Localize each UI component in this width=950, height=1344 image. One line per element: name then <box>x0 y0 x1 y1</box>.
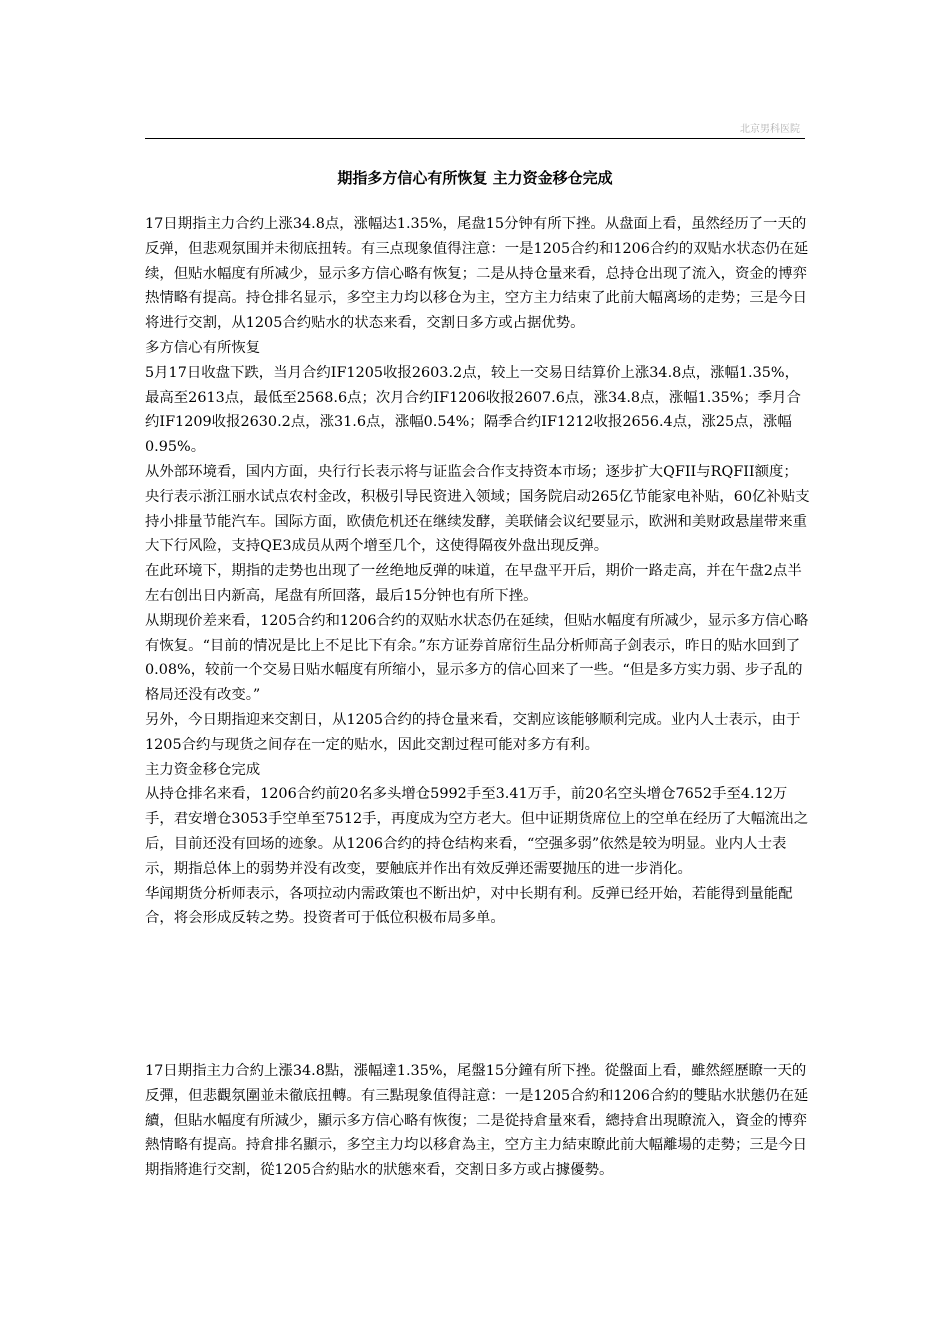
paragraph-delivery-day: 另外，今日期指迎来交割日，从1205合约的持仓量来看，交割应该能够顺利完成。业内人士表示，由于1205合约与现货之间存在一定的贴水，因此交割过程可能对多方有利。 <box>145 711 801 753</box>
paragraph-external-environment: 从外部环境看，国内方面，央行行长表示将与证监会合作支持资本市场；逐步扩大QFII与RQFII额度；央行表示浙江丽水试点农村金改，积极引导民资进入领域；国务院启动265亿节能家电补贴，60亿补贴支持小排量节能汽车。国际方面，欧债危机还在继续发酵，美联储会议纪要显示，欧洲和美财政悬崖带来重大下行风险，支持QE3成员从两个增至几个，这使得隔夜外盘出现反弹。 <box>145 463 810 555</box>
paragraph-intraday-trend: 在此环境下，期指的走势也出现了一丝绝地反弹的味道，在早盘平开后，期价一路走高，并在午盘2点半左右创出日内新高，尾盘有所回落，最后15分钟也有所下挫。 <box>145 563 802 604</box>
article-body <box>145 212 810 931</box>
section-heading-confidence: 多方信心有所恢复 <box>145 339 261 356</box>
header-text: 北京男科医院 <box>740 124 800 135</box>
section-heading-rollover: 主力资金移仓完成 <box>145 761 261 778</box>
paragraph-intro: 17日期指主力合约上涨34.8点，涨幅达1.35%，尾盘15分钟有所下挫。从盘面上看，虽然经历了一天的反弹，但悲观氛围并未彻底扭转。有三点现象值得注意：一是1205合约和1206合约的双贴水状态仍在延续，但贴水幅度有所减少，显示多方信心略有恢复；二是从持仓量来看，总持仓出现了流入，资金的博弈热情略有提高。持仓排名显示，多空主力均以移仓为主，空方主力结束了此前大幅离场的走势；三是今日将进行交割，从1205合约贴水的状态来看，交割日多方或占据优势。 <box>145 216 809 332</box>
paragraph-traditional-intro: 17日期指主力合約上漲34.8點，漲幅達1.35%，尾盤15分鐘有所下挫。從盤面上看，雖然經歷瞭一天的反彈，但悲觀氛圍並未徹底扭轉。有三點現象值得註意：一是1205合約和1206合約的雙貼水狀態仍在延續，但貼水幅度有所減少，顯示多方信心略有恢復；二是從持倉量來看，總持倉出現瞭流入，資金的博弈熱情略有提高。持倉排名顯示，多空主力均以移倉為主，空方主力結束瞭此前大幅離場的走勢；三是今日期指將進行交割，從1205合約貼水的狀態來看，交割日多方或占據優勢。 <box>145 1063 809 1179</box>
paragraph-position-ranking: 从持仓排名来看，1206合约前20名多头增仓5992手至3.41万手，前20名空头增仓7652手至4.12万手，君安增仓3053手空单至7512手，再度成为空方老大。但中证期货席位上的空单在经历了大幅流出之后，目前还没有回场的迹象。从1206合约的持仓结构来看，“空强多弱”依然是较为明显。业内人士表示，期指总体上的弱势并没有改变，要触底并作出有效反弹还需要抛压的进一步消化。 <box>145 786 809 877</box>
paragraph-closing-prices: 5月17日收盘下跌，当月合约IF1205收报2603.2点，较上一交易日结算价上涨34.8点，涨幅1.35%，最高至2613点，最低至2568.6点；次月合约IF1206收报2607.6点，涨34.8点，涨幅1.35%；季月合约IF1209收报2630.2点，涨31.6点，涨幅0.54%；隔季合约IF1212收报2656.4点，涨25点，涨幅0.95%。 <box>145 364 801 456</box>
document-title: 期指多方信心有所恢复 主力资金移仓完成 <box>337 169 613 187</box>
paragraph-basis-spread: 从期现价差来看，1205合约和1206合约的双贴水状态仍在延续，但贴水幅度有所减少，显示多方信心略有恢复。“目前的情况是比上不足比下有余。”东方证券首席衍生品分析师高子剑表示，昨日的贴水回到了0.08%，较前一个交易日贴水幅度有所缩小，显示多方的信心回来了一些。“但是多方实力弱、步子乱的格局还没有改变。” <box>145 612 809 704</box>
paragraph-analyst-outlook: 华闻期货分析师表示，各项拉动内需政策也不断出炉，对中长期有利。反弹已经开始，若能得到量能配合，将会形成反转之势。投资者可于低位积极布局多单。 <box>145 885 793 927</box>
traditional-chinese-body <box>145 1059 810 1183</box>
header-rule <box>145 138 805 139</box>
